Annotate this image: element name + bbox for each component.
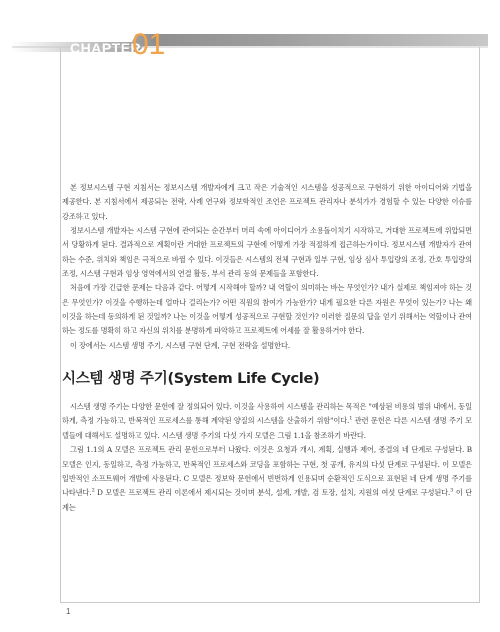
section-paragraph-2-text-c: 이 단계는 [62,488,473,512]
chapter-number: 01 [132,28,166,61]
page-frame-right [479,47,480,602]
chapter-label: CHAPTER [70,40,142,56]
section-paragraph-1-text-b: 관련 문헌은 다른 시스템 생명 주기 모델들에 대해서도 설명하고 있다. 시스템 생명 주기의 다섯 가지 모델은 그림 1.1을 참조하기 바란다. [62,416,472,440]
intro-paragraph-1: 본 정보시스템 구현 지침서는 정보시스템 개발자에게 크고 작은 기술적인 시스템을 성공적으로 구현하기 위한 아이디어와 기법을 제공한다. 본 지침서에서 제공되는 전략, 사례 연구와 정보학적인 조언은 프로젝트 관리자나 분석가가 경험할 수 있는 다양한 이슈를 강조하고 있다. [62,183,472,221]
section-paragraph-2-text-a: 그림 1.1의 A 모델은 프로젝트 관리 문헌으로부터 나왔다. 이것은 요청과 개시, 계획, 실행과 제어, 종결의 네 단계로 구성된다. B 모델은 인지, 동일하고, 측정 가능하고, 반복적인 프로세스와 코딩을 포함하는 구현, 첫 공개, 유지의 다섯 단계로 구성된다. 이 모델은 일반적인 소프트웨어 개발에 사용된다. C 모델은 정보학 문헌에서 빈번하게 인용되며 순환적인 도식으로 표현된 네 단계 생명 주기를 나타낸다. [62,445,472,498]
body-content [62,181,472,515]
intro-paragraph-4: 이 장에서는 시스템 생명 주기, 시스템 구현 단계, 구현 전략을 설명한다. [70,340,291,350]
footnote-ref-3: 3 [450,487,454,494]
footnote-ref-1: 1 [349,416,353,423]
section-paragraph-2 [62,443,472,515]
intro-paragraph-3: 처음에 가장 긴급한 문제는 다음과 같다. 어떻게 시작해야 할까? 내 역할이 의미하는 바는 무엇인가? 내가 실제로 책임져야 하는 것은 무엇인가? 이것을 수행하는데 얼마나 걸리는가? 어떤 직원의 참여가 가능한가? 내게 필요한 다른 자원은 무엇이 있는가? 나는 왜 이것을 하는데 동의하게 된 것일까? 나는 이것을 어떻게 성공적으로 구현할 것인가? 이러한 질문의 답을 얻기 위해서는 역할이나 관여하는 정도를 명확히 하고 자신의 위치를 분명하게 파악하고 프로젝트에 어세를 잘 활용하거야 한다. [62,283,472,336]
section-heading: 시스템 생명 주기(System Life Cycle) [62,371,320,388]
section-paragraph-1-text-a: 시스템 생명 주기는 다양한 문헌에 잘 정의되어 있다. 이것을 사용하여 시스템을 관리하는 목적은 "예상된 비용의 범위 내에서, 동일하게, 측정 가능하고, 반복적인 프로세스를 통해 계약된 양질의 시스템을 산출하기 위함"이다. [62,402,472,426]
page-number: 1 [66,607,71,616]
intro-paragraph-2: 정보시스템 개발자는 시스템 구현에 관여되는 순간부터 머리 속에 아이디어가 소용돌이치기 시작하고, 거대한 프로젝트에 위압되면서 당황하게 된다. 결과적으로 계획이란 거대한 프로젝트의 구현에 어떻게 가장 적절하게 접근하는가이다. 정보시스템 개발자가 관여하는 수준, 위치와 책임은 극적으로 바뀔 수 있다. 이것들은 시스템의 전체 구현과 일부 구현, 임상 심사 투입량의 조정, 간호 투입량의 조정, 시스템 구현과 임상 영역에서의 연결 활동, 부서 관리 등의 문제들을 포함한다. [62,226,472,279]
footnote-ref-2: 2 [91,487,95,494]
section-paragraph-1 [62,400,472,443]
page-frame-bottom [60,602,480,603]
section-paragraph-2-text-b: D 모델은 프로젝트 관리 이론에서 제시되는 것이며 분석, 설계, 개발, 검 토장, 설치, 지원의 여섯 단계로 구성된다. [94,488,451,498]
page-frame-left [60,47,61,602]
